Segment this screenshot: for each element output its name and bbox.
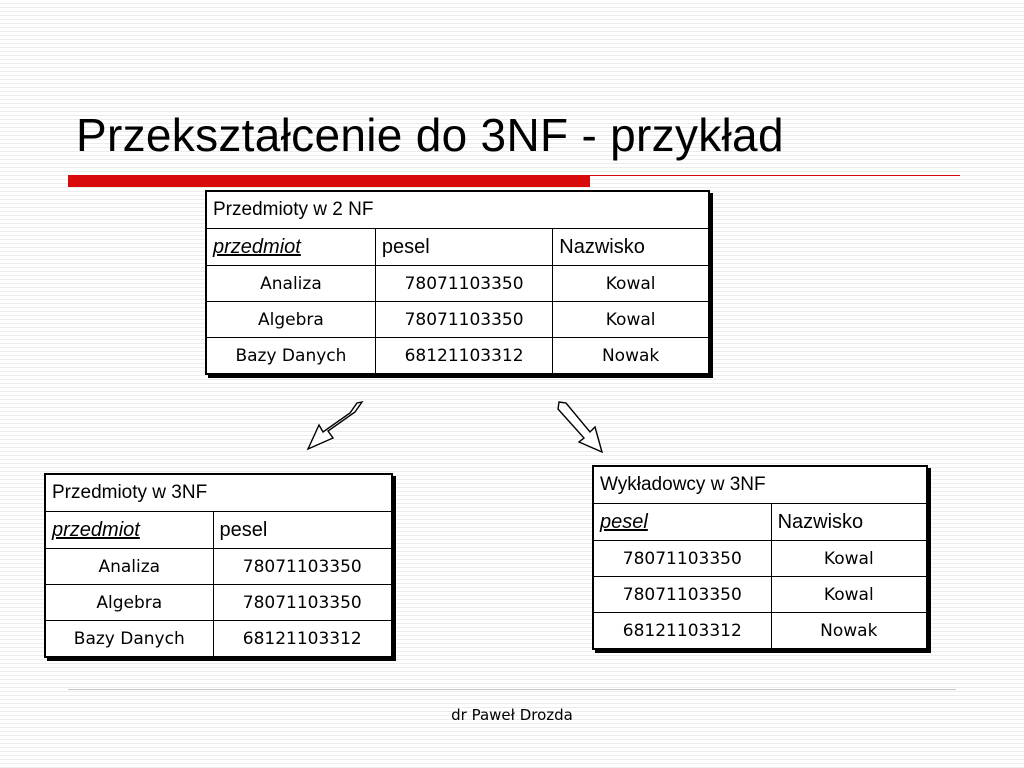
table-przedmioty-3nf — [44, 473, 393, 658]
table-cell: 78071103350 — [375, 266, 552, 302]
table-cell: 78071103350 — [213, 585, 392, 621]
column-header-nazwisko: Nazwisko — [553, 229, 709, 266]
table-caption: Przedmioty w 3NF — [45, 474, 392, 512]
table-cell: Analiza — [206, 266, 375, 302]
table-cell: Kowal — [771, 577, 927, 613]
table-caption: Przedmioty w 2 NF — [206, 191, 709, 229]
table-cell: 68121103312 — [593, 613, 771, 650]
table-header-row — [45, 512, 392, 549]
title-underline-bar — [68, 175, 590, 187]
table-cell: 68121103312 — [375, 338, 552, 375]
table-row — [593, 577, 927, 613]
table-cell: 78071103350 — [593, 541, 771, 577]
table-caption-row — [593, 466, 927, 504]
table-row — [593, 613, 927, 650]
table-cell: Analiza — [45, 549, 213, 585]
table-cell: Kowal — [553, 302, 709, 338]
table-caption-row — [206, 191, 709, 229]
arrow-down-right-icon — [553, 398, 613, 456]
column-header-nazwisko: Nazwisko — [771, 504, 927, 541]
title-underline-line — [590, 175, 960, 176]
table-caption: Wykładowcy w 3NF — [593, 466, 927, 504]
table-cell: Algebra — [206, 302, 375, 338]
table-cell: Algebra — [45, 585, 213, 621]
table-cell: 78071103350 — [213, 549, 392, 585]
table-cell: Nowak — [771, 613, 927, 650]
table-caption-row — [45, 474, 392, 512]
column-header-przedmiot: przedmiot — [45, 512, 213, 549]
table-row — [45, 549, 392, 585]
table-row — [45, 585, 392, 621]
table-cell: Kowal — [553, 266, 709, 302]
footer-divider — [68, 689, 956, 690]
slide-title: Przekształcenie do 3NF - przykład — [76, 109, 784, 161]
table-cell: 68121103312 — [213, 621, 392, 658]
table-cell: Bazy Danych — [45, 621, 213, 658]
table-row — [593, 541, 927, 577]
column-header-pesel: pesel — [375, 229, 552, 266]
table-cell: Bazy Danych — [206, 338, 375, 375]
table-wykladowcy-3nf — [592, 465, 928, 650]
table-cell: Kowal — [771, 541, 927, 577]
column-header-pesel: pesel — [593, 504, 771, 541]
table-cell: 78071103350 — [593, 577, 771, 613]
slide-footer: dr Paweł Drozda — [451, 706, 573, 724]
column-header-przedmiot: przedmiot — [206, 229, 375, 266]
table-row — [206, 302, 709, 338]
arrow-down-left-icon — [300, 398, 370, 456]
table-row — [206, 266, 709, 302]
column-header-pesel: pesel — [213, 512, 392, 549]
table-header-row — [593, 504, 927, 541]
table-row — [206, 338, 709, 375]
table-cell: 78071103350 — [375, 302, 552, 338]
table-cell: Nowak — [553, 338, 709, 375]
table-przedmioty-2nf — [205, 190, 710, 375]
table-header-row — [206, 229, 709, 266]
table-row — [45, 621, 392, 658]
